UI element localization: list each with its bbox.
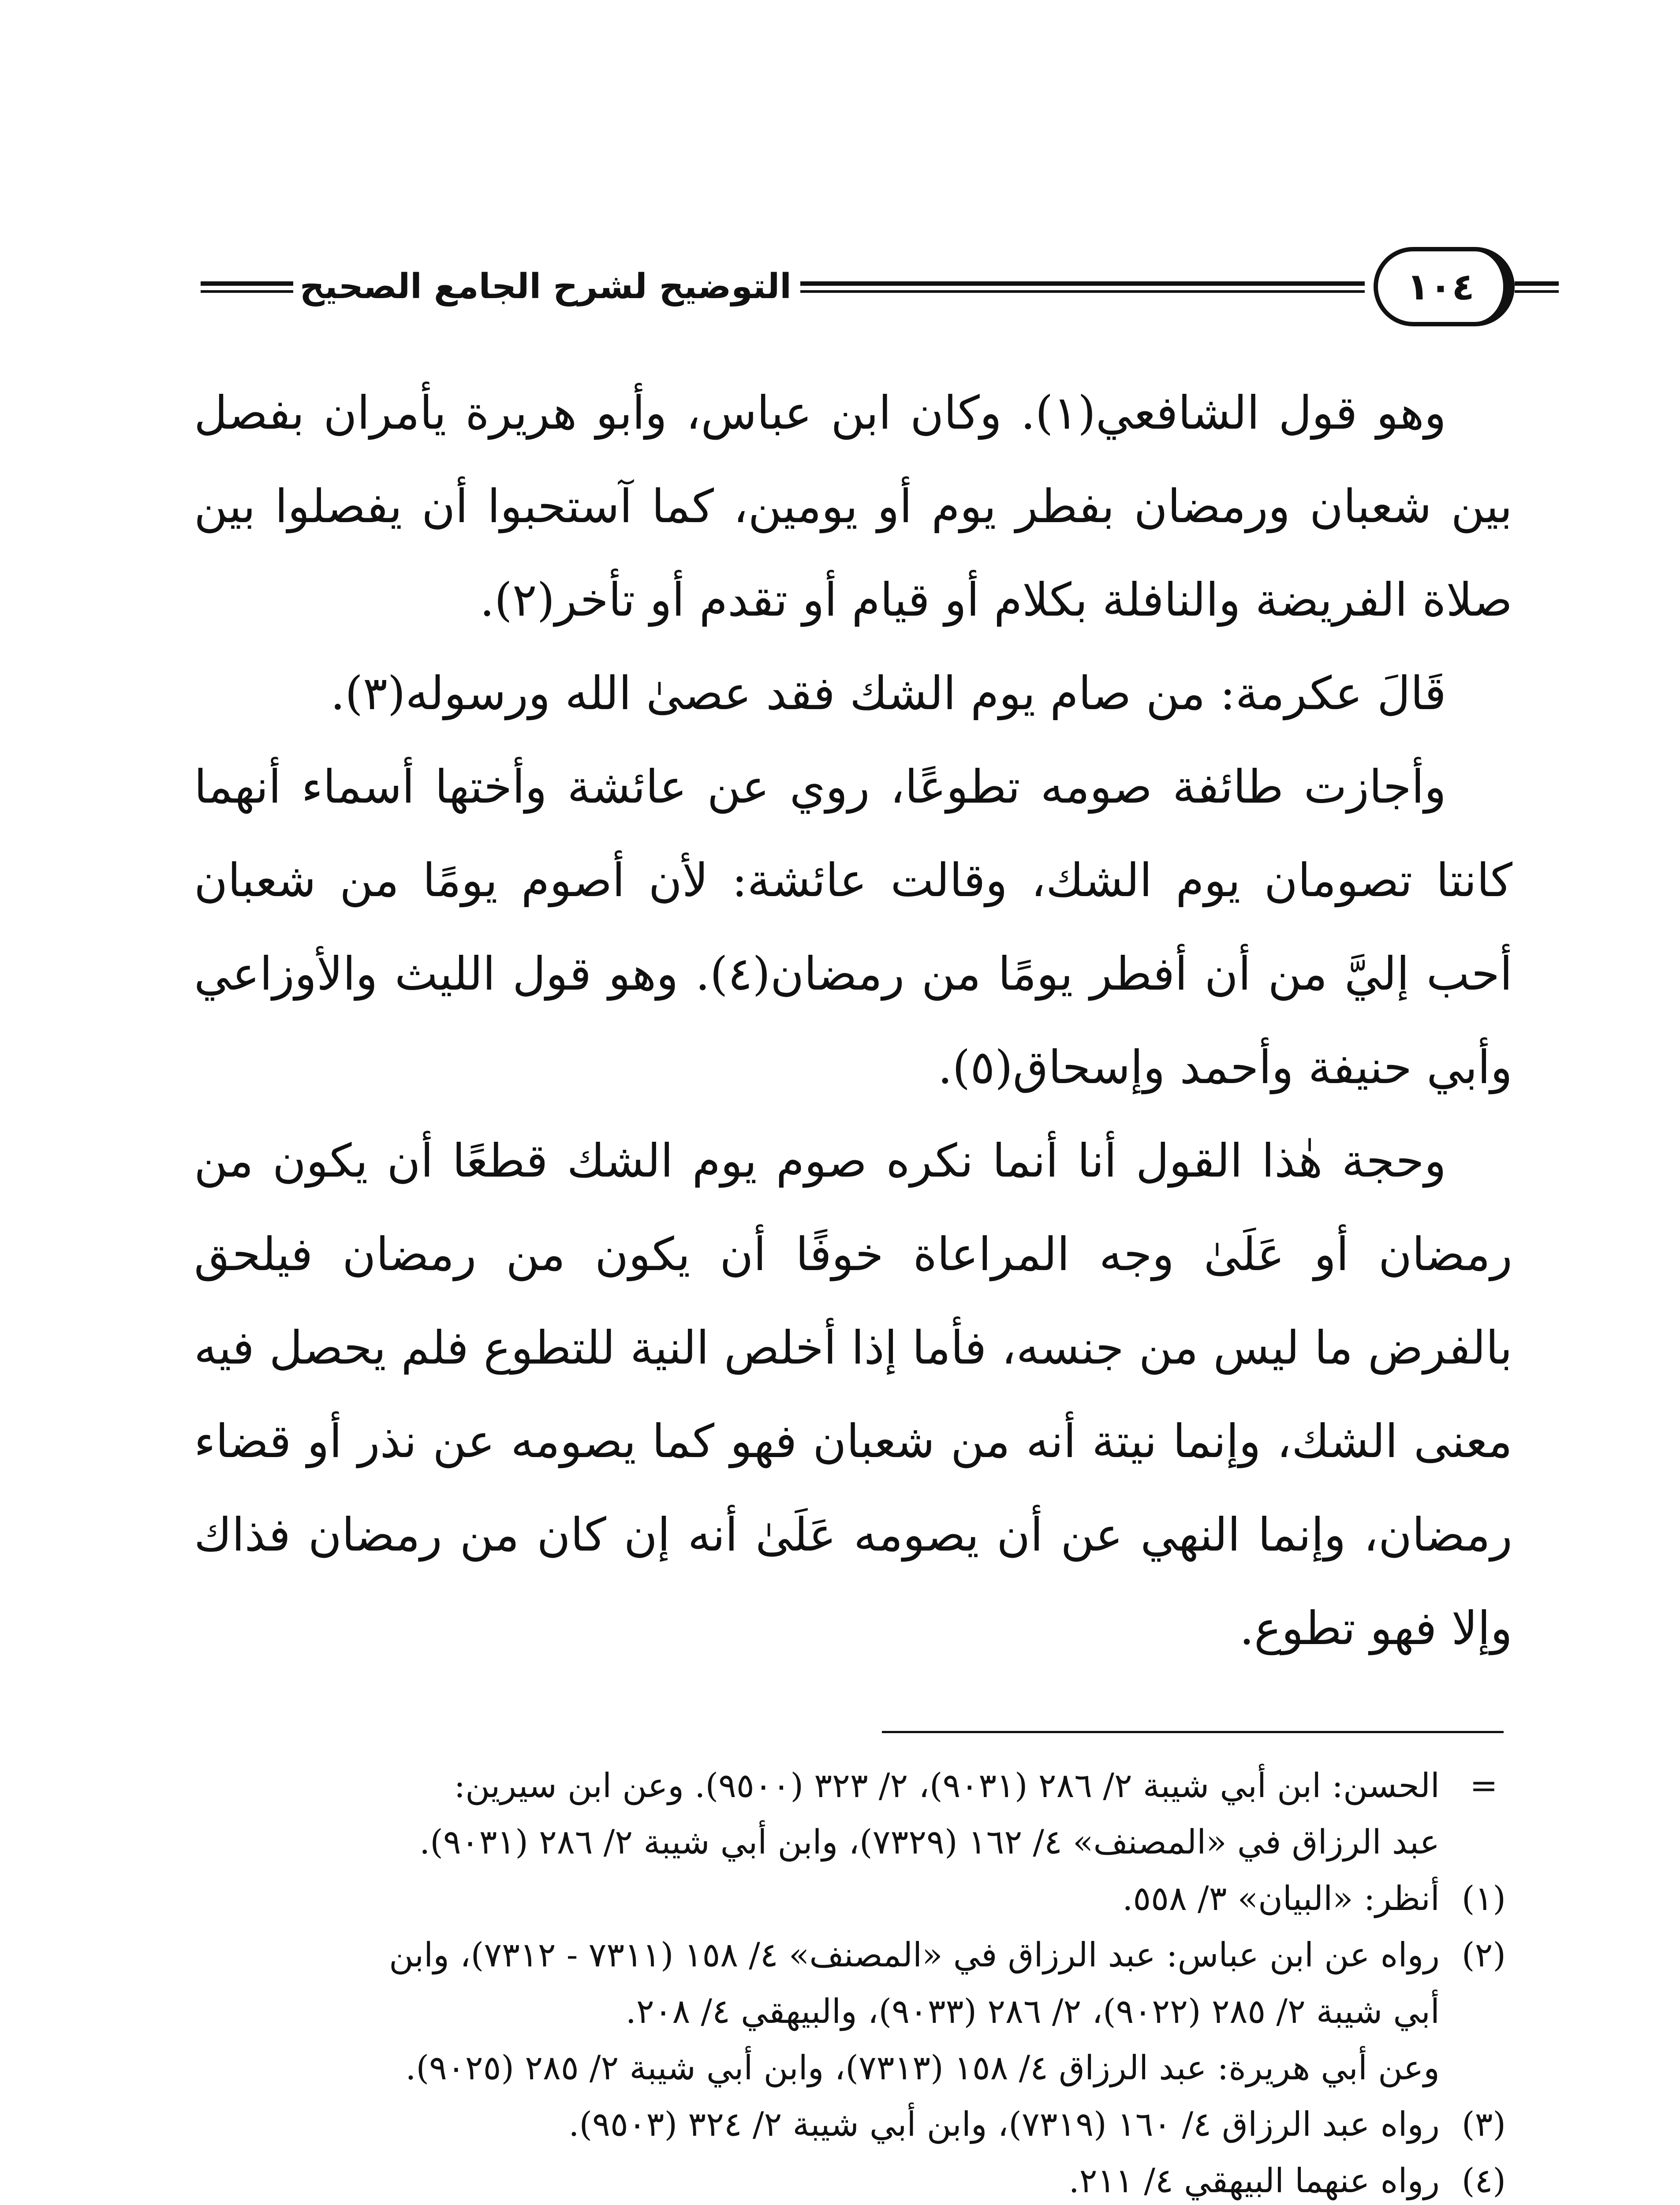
- footnote-marker: (٣): [1461, 2104, 1506, 2144]
- footnote-2: [194, 1927, 1517, 2096]
- footnote-marker: =: [1470, 1766, 1498, 1805]
- footnote-continuation: [194, 1757, 1517, 1870]
- footnote-line: أبي شيبة ٢/ ٢٨٥ (٩٠٢٢)، ٢/ ٢٨٦ (٩٠٣٣)، والبيهقي ٤/ ٢٠٨.: [625, 1992, 1440, 2031]
- page-number-frame: [1374, 247, 1515, 326]
- header-rule: [800, 281, 1365, 286]
- footnote-line: عبد الرزاق في «المصنف» ٤/ ١٦٢ (٧٣٢٩)، وابن أبي شيبة ٢/ ٢٨٦ (٩٠٣١).: [419, 1822, 1440, 1861]
- footnote-3: [194, 2096, 1517, 2153]
- book-title: التوضيح لشرح الجامع الصحيح: [299, 267, 791, 306]
- running-header: [201, 247, 1559, 326]
- footnote-4: [194, 2153, 1517, 2205]
- footnote-separator: [882, 1731, 1504, 1733]
- paragraph: وهو قول الشافعي(١). وكان ابن عباس، وأبو هريرة يأمران بفصل بين شعبان ورمضان بفطر يوم أو يومين، كما آستحبوا أن يفصلوا بين صلاة الفريضة والنافلة بكلام أو قيام أو تقدم أو تأخر(٢).: [194, 386, 1512, 627]
- footnote-line: أنظر: «البيان» ٣/ ٥٥٨.: [1122, 1879, 1440, 1918]
- header-rule: [201, 290, 293, 293]
- page-number: ١٠٤: [1407, 265, 1475, 308]
- footnote-marker: (١): [1461, 1879, 1506, 1918]
- header-rule: [1515, 281, 1559, 286]
- footnote-marker: (٤): [1461, 2161, 1506, 2200]
- paragraph: قَالَ عكرمة: من صام يوم الشك فقد عصىٰ الله ورسوله(٣).: [330, 666, 1446, 720]
- header-rule: [800, 290, 1365, 293]
- footnote-1: [194, 1870, 1517, 1927]
- footnotes: [194, 1757, 1517, 2205]
- main-text: [194, 366, 1512, 1675]
- header-rule: [201, 281, 293, 286]
- header-rule: [1515, 290, 1559, 293]
- footnote-line: رواه عن ابن عباس: عبد الرزاق في «المصنف» ٤/ ١٥٨ (٧٣١١ - ٧٣١٢)، وابن: [389, 1935, 1440, 1974]
- footnote-line: الحسن: ابن أبي شيبة ٢/ ٢٨٦ (٩٠٣١)، ٢/ ٣٢٣ (٩٥٠٠). وعن ابن سيرين:: [454, 1766, 1440, 1805]
- footnote-line: وعن أبي هريرة: عبد الرزاق ٤/ ١٥٨ (٧٣١٣)، وابن أبي شيبة ٢/ ٢٨٥ (٩٠٢٥).: [405, 2048, 1440, 2087]
- footnote-line: رواه عنهما البيهقي ٤/ ٢١١.: [1068, 2161, 1440, 2200]
- paragraph: وأجازت طائفة صومه تطوعًا، روي عن عائشة وأختها أسماء أنهما كانتا تصومان يوم الشك، وقالت عائشة: لأن أصوم يومًا من شعبان أحب إليَّ من أن أفطر يومًا من رمضان(٤). وهو قول الليث والأوزاعي وأبي حنيفة وأحمد وإسحاق(٥).: [194, 760, 1512, 1094]
- paragraph: وحجة هٰذا القول أنا أنما نكره صوم يوم الشك قطعًا أن يكون من رمضان أو عَلَىٰ وجه المراعاة خوفًا أن يكون من رمضان فيلحق بالفرض ما ليس من جنسه، فأما إذا أخلص النية للتطوع فلم يحصل فيه معنى الشك، وإنما نيتة أنه من شعبان فهو كما يصومه عن نذر أو قضاء رمضان، وإنما النهي عن أن يصومه عَلَىٰ أنه إن كان من رمضان فذاك وإلا فهو تطوع.: [194, 1134, 1512, 1655]
- footnote-line: رواه عبد الرزاق ٤/ ١٦٠ (٧٣١٩)، وابن أبي شيبة ٢/ ٣٢٤ (٩٥٠٣).: [568, 2104, 1440, 2144]
- footnote-marker: (٢): [1461, 1935, 1506, 1974]
